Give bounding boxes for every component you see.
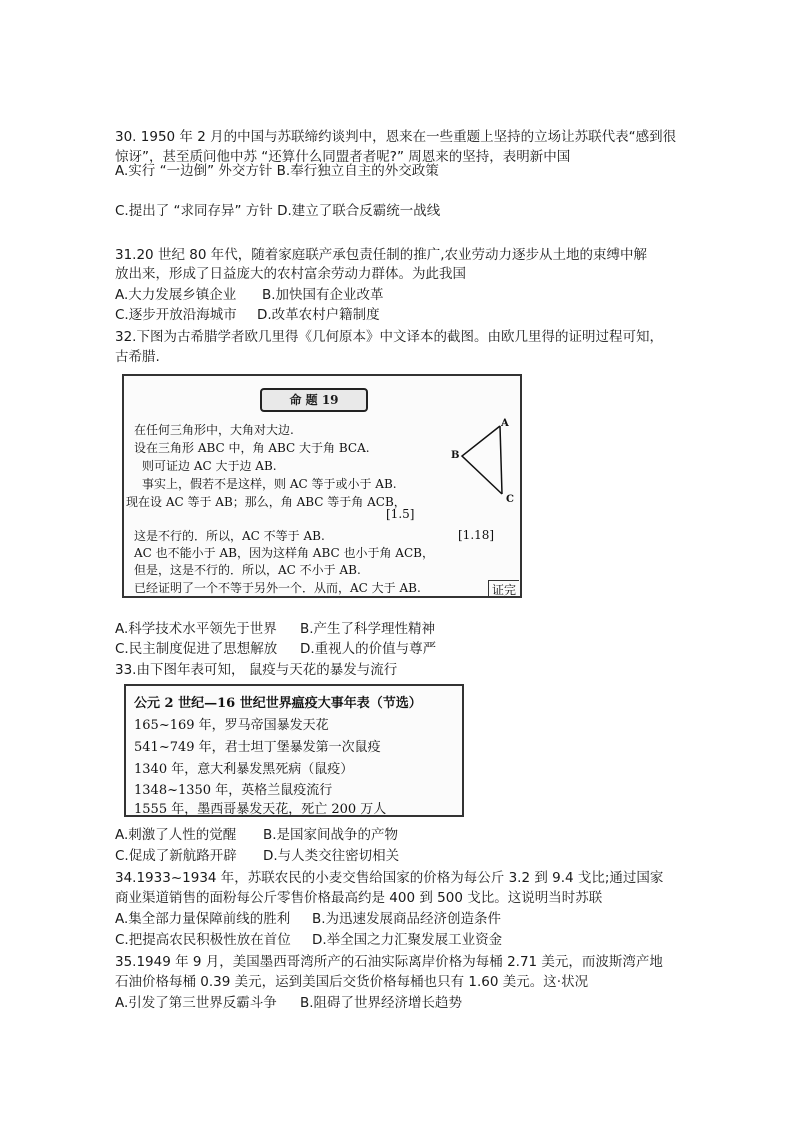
q31-stem-line1: 31.20 世纪 80 年代，随着家庭联产承包责任制的推广,农业劳动力逐步从土地的束缚中解 (115, 247, 647, 263)
q34-option-b: B.为迅速发展商品经济创造条件 (312, 911, 502, 927)
q30-stem-line2: 惊讶”，甚至质问他中苏 “还算什么同盟者者呢?” 周恩来的坚持，表明新中国 (115, 149, 571, 165)
table-row: 1348~1350 年，英格兰鼠疫流行 (134, 783, 333, 798)
proposition-badge: 命 题 19 (260, 388, 368, 412)
vertex-label-a: A (501, 418, 509, 429)
proof-line: 则可证边 AC 大于边 AB. (142, 459, 277, 473)
q33-option-a: A.刺激了人性的觉醒 (115, 827, 237, 843)
q30-stem-line1: 30. 1950 年 2 月的中国与苏联缔约谈判中，恩来在一些重题上坚持的立场让苏联代表“感到很 (115, 129, 677, 145)
q34-option-d: D.举全国之力汇聚发展工业资金 (312, 932, 503, 948)
proof-line: 已经证明了一个不等于另外一个．从而，AC 大于 AB. (134, 581, 421, 595)
proof-line: 事实上，假若不是这样，则 AC 等于或小于 AB. (142, 477, 397, 491)
proof-line: 现在设 AC 等于 AB；那么，角 ABC 等于角 ACB， (126, 495, 406, 509)
proof-line: 这是不行的．所以，AC 不等于 AB. (134, 529, 325, 543)
q30-options-line1: A.实行 “一边倒” 外交方针 B.奉行独立自主的外交政策 (115, 163, 439, 179)
table-row: 1555 年，墨西哥暴发天花，死亡 200 万人 (134, 802, 387, 817)
q31-option-d: D.改革农村户籍制度 (257, 307, 380, 323)
q34-option-c: C.把提高农民积极性放在首位 (115, 932, 291, 948)
table-title: 公元 2 世纪—16 世纪世界瘟疫大事年表（节选） (134, 696, 422, 711)
proof-reference: [1.18] (458, 528, 495, 542)
q34-option-a: A.集全部力量保障前线的胜利 (115, 911, 291, 927)
q33-stem: 33.由下图年表可知， 鼠疫与天花的暴发与流行 (115, 662, 398, 678)
q30-options-line2: C.提出了 “求同存异” 方针 D.建立了联合反霸统一战线 (115, 203, 441, 219)
table-row: 1340 年，意大利暴发黑死病（鼠疫） (134, 762, 354, 777)
q32-option-c: C.民主制度促进了思想解放 (115, 641, 278, 657)
proof-reference: [1.5] (386, 507, 415, 521)
q35-option-a: A.引发了第三世界反霸斗争 (115, 995, 277, 1011)
proof-line: 设在三角形 ABC 中，角 ABC 大于角 BCA. (134, 441, 370, 455)
q33-option-b: B.是国家间战争的产物 (263, 827, 399, 843)
q34-stem-line2: 商业渠道销售的面粉每公斤零售价格最高约是 400 到 500 戈比。这说明当时苏联 (115, 890, 603, 906)
q35-option-b: B.阻碍了世界经济增长趋势 (300, 995, 463, 1011)
proof-line: 但是，这是不行的．所以，AC 不小于 AB. (134, 563, 361, 577)
q34-stem-line1: 34.1933~1934 年，苏联农民的小麦交售给国家的价格为每公斤 3.2 到 9.4 戈比;通过国家 (115, 870, 664, 886)
q31-option-a: A.大力发展乡镇企业 (115, 287, 237, 303)
q32-stem-line1: 32.下图为古希腊学者欧几里得《几何原本》中文译本的截图。由欧几里得的证明过程可知， (115, 329, 663, 345)
proof-end-mark: 证完 (488, 580, 519, 598)
table-row: 541~749 年，君士坦丁堡暴发第一次鼠疫 (134, 740, 381, 755)
q32-option-a: A.科学技术水平领先于世界 (115, 621, 277, 637)
vertex-label-b: B (451, 450, 460, 461)
q31-option-b: B.加快国有企业改革 (262, 287, 384, 303)
q32-stem-line2: 古希腊. (115, 349, 160, 365)
q33-option-d: D.与人类交往密切相关 (263, 848, 400, 864)
table-row: 165~169 年，罗马帝国暴发天花 (134, 718, 329, 733)
q35-stem-line1: 35.1949 年 9 月，美国墨西哥湾所产的石油实际离岸价格为每桶 2.71 美元，而波斯湾产地 (115, 954, 663, 970)
vertex-label-c: C (506, 494, 514, 505)
q31-option-c: C.逐步开放沿海城市 (115, 307, 237, 323)
triangle-diagram (442, 416, 522, 506)
plague-timeline-table (124, 684, 464, 817)
euclid-proposition-figure (122, 374, 522, 598)
q31-stem-line2: 放出来，形成了日益庞大的农村富余劳动力群体。为此我国 (115, 266, 466, 282)
q32-option-d: D.重视人的价值与尊严 (300, 641, 437, 657)
q35-stem-line2: 石油价格每桶 0.39 美元，运到美国后交货价格每桶也只有 1.60 美元。这·状况 (115, 974, 589, 990)
q33-option-c: C.促成了新航路开辟 (115, 848, 237, 864)
proof-line: 在任何三角形中，大角对大边. (134, 423, 294, 437)
proof-line: AC 也不能小于 AB，因为这样角 ABC 也小于角 ACB， (134, 546, 434, 560)
q32-option-b: B.产生了科学理性精神 (300, 621, 436, 637)
